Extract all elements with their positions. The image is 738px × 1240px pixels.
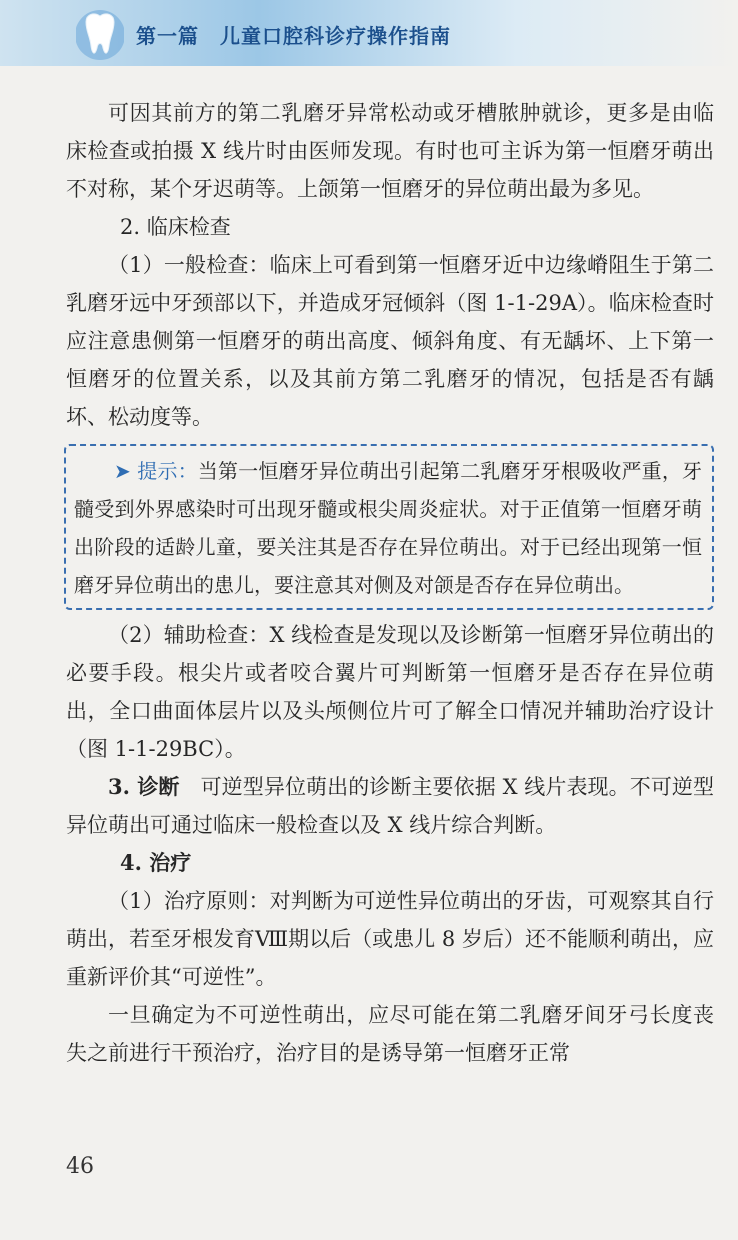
paragraph-1: 可因其前方的第二乳磨牙异常松动或牙槽脓肿就诊，更多是由临床检查或拍摄 X 线片时由医师发现。有时也可主诉为第一恒磨牙萌出不对称，某个牙迟萌等。上颌第一恒磨牙的异位萌出最为多见。	[66, 101, 714, 201]
tip-text: 当第一恒磨牙异位萌出引起第二乳磨牙牙根吸收严重，牙髓受到外界感染时可出现牙髓或根尖周炎症状。对于正值第一恒磨牙萌出阶段的适龄儿童，要关注其是否存在异位萌出。对于已经出现第一恒磨牙异位萌出的患儿，要注意其对侧及对颌是否存在异位萌出。	[74, 459, 702, 597]
paragraph-irreversible: 一旦确定为不可逆性萌出，应尽可能在第二乳磨牙间牙弓长度丧失之前进行干预治疗，治疗目的是诱导第一恒磨牙正常	[66, 1003, 714, 1065]
page-number: 46	[66, 1154, 94, 1179]
tip-label: ➤ 提示：	[114, 459, 198, 483]
paragraph-auxiliary-exam: （2）辅助检查：X 线检查是发现以及诊断第一恒磨牙异位萌出的必要手段。根尖片或者咬合翼片可判断第一恒磨牙是否存在异位萌出，全口曲面体层片以及头颅侧位片可了解全口情况并辅助治疗设计（图 1-1-29BC）。	[66, 623, 714, 761]
diagnosis-heading: 3. 诊断	[108, 774, 180, 799]
tip-box	[64, 444, 714, 610]
paragraph-treatment-principle: （1）治疗原则：对判断为可逆性异位萌出的牙齿，可观察其自行萌出，若至牙根发育Ⅷ期以后（或患儿 8 岁后）还不能顺利萌出，应重新评价其“可逆性”。	[66, 889, 714, 989]
paragraph-diagnosis	[66, 768, 714, 844]
section-heading-clinical-exam: 2. 临床检查	[120, 215, 231, 239]
page-content	[66, 94, 714, 1072]
page-header	[0, 0, 738, 66]
header-title: 第一篇 儿童口腔科诊疗操作指南	[136, 24, 451, 48]
diagnosis-text: 可逆型异位萌出的诊断主要依据 X 线片表现。不可逆型异位萌出可通过临床一般检查以及 X 线片综合判断。	[66, 775, 714, 837]
paragraph-general-exam: （1）一般检查：临床上可看到第一恒磨牙近中边缘嵴阻生于第二乳磨牙远中牙颈部以下，并造成牙冠倾斜（图 1-1-29A）。临床检查时应注意患侧第一恒磨牙的萌出高度、倾斜角度、有无龋坏、上下第一恒磨牙的位置关系，以及其前方第二乳磨牙的情况，包括是否有龋坏、松动度等。	[66, 253, 714, 429]
section-heading-treatment: 4. 治疗	[120, 850, 192, 875]
tooth-icon	[76, 8, 124, 62]
